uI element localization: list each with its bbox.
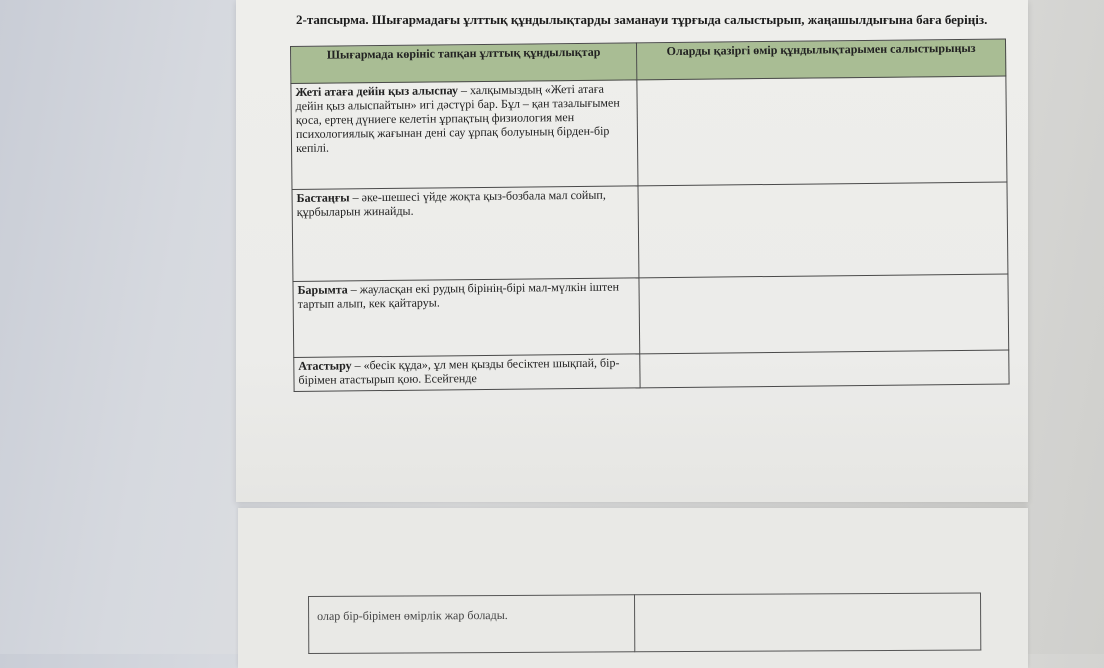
- value-term: Жеті атаға дейін қыз алыспау: [295, 83, 459, 99]
- table-row: [309, 593, 981, 654]
- value-cell: [293, 278, 640, 358]
- value-term: Барымта: [297, 282, 348, 297]
- value-cell: [292, 186, 639, 282]
- answer-cell[interactable]: [637, 76, 1007, 186]
- answer-cell[interactable]: [634, 593, 980, 652]
- table-row: [292, 182, 1008, 281]
- table-row: [293, 274, 1009, 357]
- answer-cell[interactable]: [639, 274, 1009, 354]
- header-national-values: Шығармада көрініс тапқан ұлттық құндылықтар: [291, 43, 637, 84]
- value-description: – жауласқан екі рудың бірінің-бірі мал-мүлкін іштен тартып алып, кек қайтаруы.: [297, 279, 620, 311]
- table-row: [294, 350, 1009, 391]
- continuation-table: [308, 592, 981, 654]
- answer-cell[interactable]: [638, 182, 1008, 278]
- value-description: – «бесік құда», ұл мен қызды бесіктен шықпай, бір-бірімен атастырып қою. Есейгенде: [298, 355, 620, 387]
- value-term: Атастыру: [298, 358, 352, 373]
- answer-cell[interactable]: [640, 350, 1009, 388]
- task-title: 2-тапсырма. Шығармадағы ұлттық құндылықтарды заманауи тұрғыда салыстырып, жаңашылдығына баға беріңіз.: [296, 12, 988, 27]
- value-description: – әке-шешесі үйде жоқта қыз-бозбала мал сойып, құрбыларын жинайды.: [296, 187, 606, 219]
- value-description: – халқымыздың «Жеті атаға дейін қыз алыспайтын» игі дәстүрі бар. Бұл – қан тазалығымен қоса, ертең дүниеге келетін ұрпақтың физиология мен психологиялық жағынан дені сау ұрпақ болуының бірден-бір кепілі.: [295, 81, 620, 155]
- value-cell: [291, 80, 638, 190]
- continuation-text: олар бір-бірімен өмірлік жар болады.: [309, 595, 635, 654]
- header-compare-modern: Оларды қазіргі өмір құндылықтарымен салыстырыңыз: [636, 39, 1005, 80]
- value-term: Бастаңғы: [296, 190, 350, 205]
- table-row: [291, 76, 1007, 189]
- values-table: [290, 39, 1010, 392]
- value-cell: [294, 354, 640, 392]
